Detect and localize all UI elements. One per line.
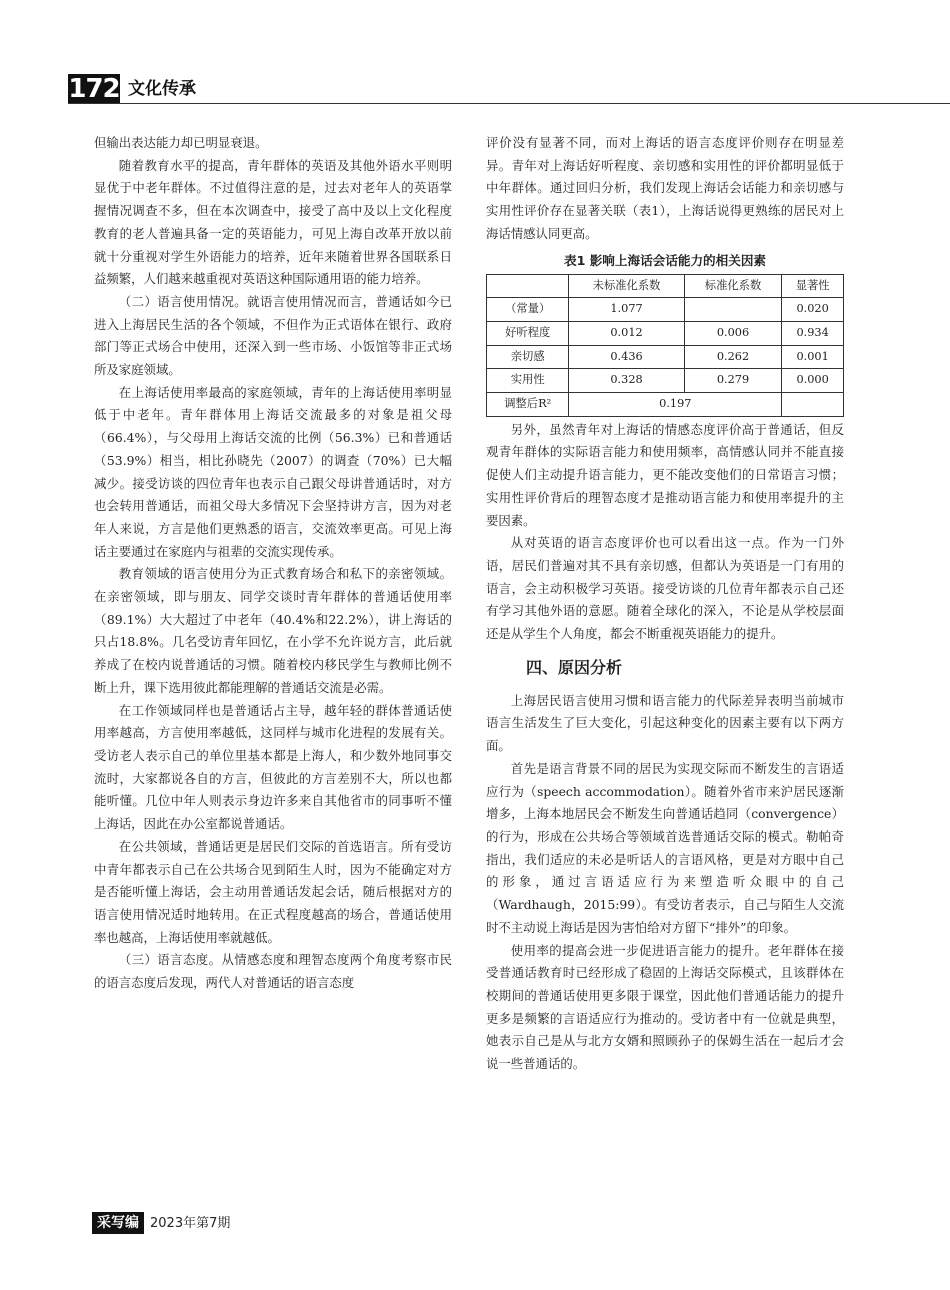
table-cell: 0.006	[684, 321, 782, 345]
left-column	[94, 132, 452, 995]
paragraph	[94, 291, 452, 382]
table-row	[487, 321, 844, 345]
table-cell: 0.262	[684, 345, 782, 369]
table-cell: 好听程度	[487, 321, 569, 345]
table-cell: 1.077	[569, 298, 684, 322]
table-header-cell	[487, 274, 569, 298]
paragraph: 在上海话使用率最高的家庭领域，青年的上海话使用率明显低于中老年。青年群体用上海话交流最多的对象是祖父母（66.4%），与父母用上海话交流的比例（56.3%）已和普通话（53.9%）相当，相比孙晓先（2007）的调查（70%）已大幅减少。接受访谈的四位青年也表示自己跟父母讲普通话时，对方也会转用普通话，而祖父母大多情况下会坚持讲方言，因为对老年人来说，方言是他们更熟悉的语言，交流效率更高。可见上海话主要通过在家庭内与祖辈的交流实现传承。	[94, 384, 452, 559]
right-column	[486, 132, 844, 1076]
table-cell: 0.279	[684, 369, 782, 393]
table-cell: 0.934	[782, 321, 844, 345]
table-cell: 0.001	[782, 345, 844, 369]
paragraph: 但输出表达能力却已明显衰退。	[94, 135, 268, 150]
table-cell: 0.012	[569, 321, 684, 345]
table-header-cell: 标准化系数	[684, 274, 782, 298]
table-row	[487, 298, 844, 322]
table-title: 表1 影响上海话会话能力的相关因素	[563, 252, 767, 268]
paragraph-text: 。就语言使用情况而言，普通话如今已进入上海居民生活的各个领域，不但作为正式语体在银行、政府部门等正式场合中使用，还深入到一些市场、小饭馆等非正式场所及家庭领域。	[94, 293, 453, 378]
table-cell	[782, 393, 844, 417]
paragraph: 首先是语言背景不同的居民为实现交际而不断发生的言语适应行为（speech accommodation）。随着外省市来沪居民逐渐增多，上海本地居民会不断发生向普通话趋同（convergence）的行为，形成在公共场合等领域首选普通话交际的模式。勒帕奇指出，我们适应的未必是听话人的言语风格，更是对方眼中自己的形象，通过言语适应行为来塑造听众眼中的自己（Wardhaugh，2015:99）。有受访者表示，自己与陌生人交流时不主动说上海话是因为害怕给对方留下“排外”的印象。	[486, 760, 844, 935]
table-header-cell: 显著性	[782, 274, 844, 298]
page-number: 172	[68, 74, 120, 104]
paragraph: 教育领域的语言使用分为正式教育场合和私下的亲密领域。在亲密领域，即与朋友、同学交谈时青年群体的普通话使用率（89.1%）大大超过了中老年（40.4%和22.2%），讲上海话的只占18.8%。几名受访青年回忆，在小学不允许说方言，此后就养成了在校内说普通话的习惯。随着校内移民学生与教师比例不断上升，课下选用彼此都能理解的普通话交流是必需。	[94, 566, 452, 695]
table-cell	[684, 298, 782, 322]
header-divider	[68, 103, 950, 104]
table-cell: 0.020	[782, 298, 844, 322]
table-row	[487, 345, 844, 369]
table-cell: 实用性	[487, 369, 569, 393]
paragraph: 上海居民语言使用习惯和语言能力的代际差异表明当前城市语言生活发生了巨大变化，引起这种变化的因素主要有以下两方面。	[486, 692, 844, 754]
paragraph: 在公共领域，普通话更是居民们交际的首选语言。所有受访中青年都表示自己在公共场合见到陌生人时，因为不能确定对方是否能听懂上海话，会主动用普通话发起会话，随后根据对方的语言使用情况适时地转用。在正式程度越高的场合，普通话使用率也越高，上海话使用率就越低。	[94, 838, 452, 945]
paragraph: 另外，虽然青年对上海话的情感态度评价高于普通话，但反观青年群体的实际语言能力和使用频率，高情感认同并不能直接促使人们主动提升语言能力，更不能改变他们的日常语言习惯；实用性评价背后的理智态度才是推动语言能力和使用率提升的主要因素。	[486, 421, 844, 528]
table-cell: 0.197	[569, 393, 782, 417]
table-header-cell: 未标准化系数	[569, 274, 684, 298]
table-cell: （常量）	[487, 298, 569, 322]
table-cell: 0.000	[782, 369, 844, 393]
paragraph: 使用率的提高会进一步促进语言能力的提升。老年群体在接受普通话教育时已经形成了稳固的上海话交际模式，且该群体在校期间的普通话使用更多限于课堂，因此他们普通话能力的提升更多是频繁的言语适应行为推动的。受访者中有一位就是典型，她表示自己是从与北方女婿和照顾孙子的保姆生活在一起后才会说一些普通话的。	[486, 942, 844, 1072]
table-cell: 亲切感	[487, 345, 569, 369]
subsection-heading: （二）语言使用情况	[118, 293, 235, 309]
table-cell: 0.328	[569, 369, 684, 393]
magazine-logo: 采写编	[92, 1212, 144, 1234]
regression-table	[486, 274, 844, 417]
section-heading: 四、原因分析	[526, 657, 623, 677]
table-row	[487, 393, 844, 417]
table-row	[487, 369, 844, 393]
table-header-row	[487, 274, 844, 298]
paragraph: 在工作领域同样也是普通话占主导，越年轻的群体普通话使用率越高，方言使用率越低，这同样与城市化进程的发展有关。受访老人表示自己的单位里基本都是上海人，和少数外地同事交流时，大家都说各自的方言，但彼此的方言差别不大，所以也都能听懂。几位中年人则表示身边许多来自其他省市的同事听不懂上海话，因此在办公室都说普通话。	[94, 702, 452, 832]
paragraph-text: 。从情感态度和理智态度两个角度考察市民的语言态度后发现，两代人对普通话的语言态度	[94, 952, 453, 991]
table-cell: 0.436	[569, 345, 684, 369]
paragraph: 随着教育水平的提高，青年群体的英语及其他外语水平则明显优于中老年群体。不过值得注意的是，过去对老年人的英语掌握情况调查不多，但在本次调查中，接受了高中及以上文化程度教育的老人普遍具备一定的英语能力，可见上海自改革开放以前就十分重视对学生外语能力的培养，近年来随着世界各国联系日益频繁，人们越来越重视对英语这种国际通用语的能力培养。	[94, 157, 452, 287]
paragraph: 从对英语的语言态度评价也可以看出这一点。作为一门外语，居民们普遍对其不具有亲切感，但都认为英语是一门有用的语言，会主动积极学习英语。接受访谈的几位青年都表示自己还有学习其他外语的意愿。随着全球化的深入，不论是从学校层面还是从学生个人角度，都会不断重视英语能力的提升。	[486, 535, 844, 642]
subsection-heading: （三）语言态度	[118, 952, 209, 968]
paragraph: 评价没有显著不同，而对上海话的语言态度评价则存在明显差异。青年对上海话好听程度、亲切感和实用性的评价都明显低于中年群体。通过回归分析，我们发现上海话会话能力和亲切感与实用性评价存在显著关联（表1），上海话说得更熟练的居民对上海话情感认同更高。	[486, 135, 844, 241]
section-title: 文化传承	[128, 79, 196, 99]
table-cell: 调整后R²	[487, 393, 569, 417]
paragraph	[94, 949, 452, 994]
issue-label: 2023年第7期	[150, 1216, 231, 1231]
